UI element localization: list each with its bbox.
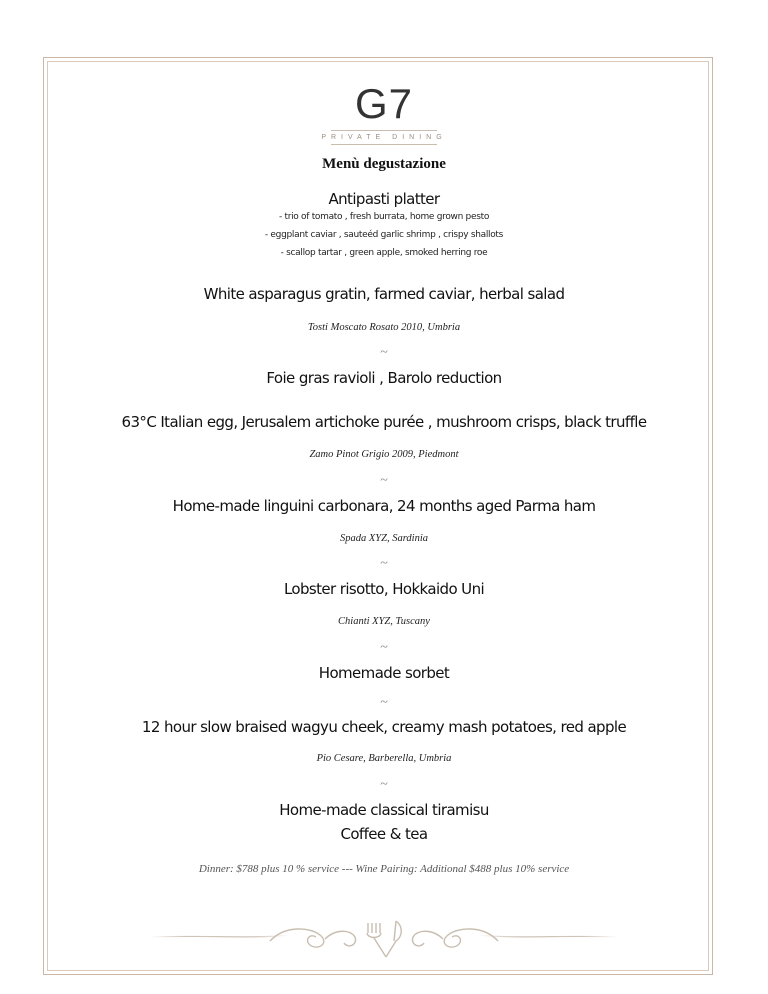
logo-rule-top	[331, 130, 437, 131]
course-item: Foie gras ravioli , Barolo reduction	[266, 369, 502, 387]
course-item: White asparagus gratin, farmed caviar, herbal salad	[203, 285, 565, 303]
antipasti-item: - eggplant caviar , sauteéd garlic shrimp , crispy shallots	[264, 230, 504, 240]
course-item: 12 hour slow braised wagyu cheek, creamy mash potatoes, red apple	[141, 718, 627, 736]
wine-pairing: Spada XYZ, Sardinia	[340, 533, 428, 544]
cutlery-ornament	[150, 905, 618, 965]
logo-rule-bottom	[331, 144, 437, 145]
logo-text: G7	[354, 80, 414, 127]
antipasti-title: Antipasti platter	[328, 190, 440, 208]
course-item: 63°C Italian egg, Jerusalem artichoke purée , mushroom crisps, black truffle	[121, 413, 647, 431]
antipasti-item: - trio of tomato , fresh burrata, home grown pesto	[278, 212, 490, 222]
price-footer: Dinner: $788 plus 10 % service --- Wine Pairing: Additional $488 plus 10% service	[198, 863, 570, 875]
wine-pairing: Pio Cesare, Barberella, Umbria	[316, 753, 452, 764]
course-item: Home-made linguini carbonara, 24 months aged Parma ham	[172, 497, 596, 515]
antipasti-item: - scallop tartar , green apple, smoked herring roe	[280, 248, 488, 258]
course-item: Lobster risotto, Hokkaido Uni	[283, 580, 485, 598]
separator: ~	[380, 695, 388, 710]
separator: ~	[380, 345, 388, 360]
course-item: Home-made classical tiramisu	[279, 801, 489, 819]
wine-pairing: Chianti XYZ, Tuscany	[338, 616, 430, 627]
logo-subtitle: PRIVATE DINING	[321, 134, 447, 141]
wine-pairing: Zamo Pinot Grigio 2009, Piedmont	[309, 449, 459, 460]
separator: ~	[380, 777, 388, 792]
menu-title: Menù degustazione	[322, 156, 446, 172]
separator: ~	[380, 473, 388, 488]
separator: ~	[380, 556, 388, 571]
wine-pairing: Tosti Moscato Rosato 2010, Umbria	[307, 322, 461, 333]
separator: ~	[380, 640, 388, 655]
course-item: Homemade sorbet	[318, 664, 450, 682]
course-item: Coffee & tea	[340, 825, 428, 843]
